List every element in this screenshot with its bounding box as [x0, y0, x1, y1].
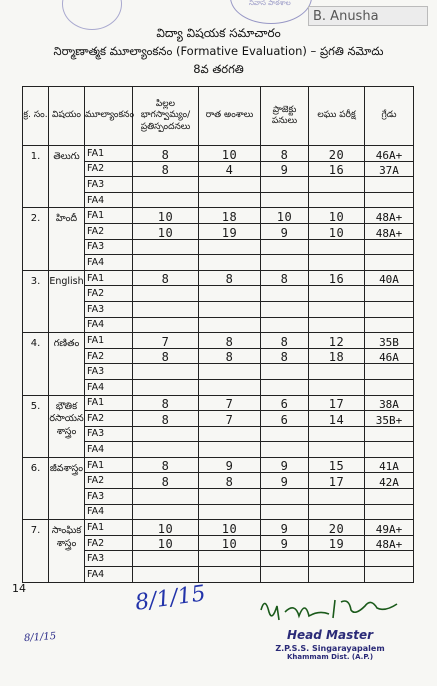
headmaster-stamp — [240, 628, 420, 661]
participation-score: 10 — [133, 520, 199, 536]
project-score: 8 — [261, 348, 309, 364]
col-header-grade: గ్రేడు — [365, 87, 414, 146]
project-score — [261, 504, 309, 520]
project-score: 8 — [261, 333, 309, 349]
written-score — [199, 426, 261, 442]
grade-value: 48A+ — [365, 208, 414, 224]
written-score — [199, 379, 261, 395]
test-score — [309, 286, 365, 302]
participation-score — [133, 255, 199, 271]
evaluation-label: FA2 — [85, 286, 133, 302]
stamp-text: నివాస పాఠశాల — [249, 0, 291, 7]
test-score — [309, 317, 365, 333]
project-score — [261, 426, 309, 442]
participation-score: 8 — [133, 146, 199, 162]
page-number: 14 — [12, 582, 26, 595]
participation-score — [133, 286, 199, 302]
project-score — [261, 317, 309, 333]
evaluation-label: FA1 — [85, 146, 133, 162]
project-score: 9 — [261, 535, 309, 551]
subject-name: English — [49, 270, 85, 332]
grade-value — [365, 489, 414, 505]
grade-value — [365, 551, 414, 567]
test-score: 20 — [309, 520, 365, 536]
project-score — [261, 442, 309, 458]
grade-value: 37A — [365, 161, 414, 177]
test-score: 10 — [309, 223, 365, 239]
evaluation-label: FA3 — [85, 177, 133, 193]
evaluation-label: FA1 — [85, 208, 133, 224]
participation-score — [133, 379, 199, 395]
test-score — [309, 239, 365, 255]
written-score: 4 — [199, 161, 261, 177]
evaluation-label: FA3 — [85, 239, 133, 255]
project-score — [261, 239, 309, 255]
evaluation-label: FA2 — [85, 473, 133, 489]
stamp-title: Head Master — [286, 628, 374, 642]
participation-score: 8 — [133, 161, 199, 177]
participation-score — [133, 301, 199, 317]
test-score — [309, 551, 365, 567]
participation-score: 10 — [133, 535, 199, 551]
test-score — [309, 301, 365, 317]
participation-score — [133, 567, 199, 583]
participation-score — [133, 364, 199, 380]
grade-value — [365, 567, 414, 583]
evaluation-table — [22, 86, 414, 583]
evaluation-label: FA3 — [85, 551, 133, 567]
evaluation-label: FA2 — [85, 223, 133, 239]
table-row — [23, 270, 414, 286]
grade-value: 46A+ — [365, 146, 414, 162]
project-score — [261, 255, 309, 271]
project-score: 10 — [261, 208, 309, 224]
evaluation-label: FA2 — [85, 348, 133, 364]
grade-value: 41A — [365, 457, 414, 473]
serial-number: 4. — [23, 333, 49, 395]
test-score — [309, 177, 365, 193]
test-score: 17 — [309, 473, 365, 489]
subject-name: భౌతిక రసాయన శాస్త్రం — [49, 395, 85, 457]
test-score: 16 — [309, 270, 365, 286]
evaluation-label: FA4 — [85, 317, 133, 333]
grade-value: 35B — [365, 333, 414, 349]
table-row — [23, 520, 414, 536]
project-score — [261, 379, 309, 395]
table-header-row — [23, 87, 414, 146]
serial-number: 3. — [23, 270, 49, 332]
serial-number: 2. — [23, 208, 49, 270]
grade-value: 46A — [365, 348, 414, 364]
written-score — [199, 442, 261, 458]
participation-score — [133, 177, 199, 193]
col-header-sno: క్ర. సం. — [23, 87, 49, 146]
grade-value — [365, 504, 414, 520]
teacher-date-note: 8/1/15 — [23, 630, 57, 645]
written-score: 8 — [199, 333, 261, 349]
subject-name: గణితం — [49, 333, 85, 395]
evaluation-label: FA3 — [85, 364, 133, 380]
written-score: 7 — [199, 411, 261, 427]
participation-score: 8 — [133, 457, 199, 473]
written-score — [199, 567, 261, 583]
subject-name: తెలుగు — [49, 146, 85, 208]
evaluation-label: FA4 — [85, 442, 133, 458]
test-score — [309, 379, 365, 395]
test-score — [309, 567, 365, 583]
grade-value: 48A+ — [365, 535, 414, 551]
written-score: 10 — [199, 535, 261, 551]
evaluation-label: FA1 — [85, 270, 133, 286]
table-row — [23, 208, 414, 224]
participation-score — [133, 442, 199, 458]
participation-score: 8 — [133, 270, 199, 286]
evaluation-label: FA1 — [85, 457, 133, 473]
project-score — [261, 177, 309, 193]
project-score: 8 — [261, 146, 309, 162]
participation-score — [133, 551, 199, 567]
serial-number: 1. — [23, 146, 49, 208]
written-score — [199, 177, 261, 193]
project-score: 9 — [261, 223, 309, 239]
col-header-participation: పిల్లల భాగస్వామ్యం/ ప్రతిస్పందనలు — [133, 87, 199, 146]
test-score — [309, 364, 365, 380]
project-score — [261, 192, 309, 208]
written-score — [199, 286, 261, 302]
evaluation-label: FA4 — [85, 192, 133, 208]
grade-value: 49A+ — [365, 520, 414, 536]
grade-value — [365, 286, 414, 302]
grade-value — [365, 255, 414, 271]
grade-value: 38A — [365, 395, 414, 411]
serial-number: 7. — [23, 520, 49, 582]
project-score: 9 — [261, 161, 309, 177]
grade-value: 42A — [365, 473, 414, 489]
serial-number: 6. — [23, 457, 49, 519]
student-name-tag: B. Anusha — [308, 6, 428, 26]
project-score — [261, 301, 309, 317]
written-score: 9 — [199, 457, 261, 473]
evaluation-label: FA3 — [85, 426, 133, 442]
written-score — [199, 551, 261, 567]
grade-value — [365, 301, 414, 317]
evaluation-label: FA3 — [85, 301, 133, 317]
participation-score: 10 — [133, 208, 199, 224]
written-score — [199, 364, 261, 380]
written-score: 10 — [199, 520, 261, 536]
page-subtitle: నిర్మాణాత్మక మూల్యాంకనం (Formative Evaluation) – ప్రగతి నమోదు — [53, 44, 384, 58]
written-score: 19 — [199, 223, 261, 239]
grade-value: 40A — [365, 270, 414, 286]
project-score: 6 — [261, 411, 309, 427]
written-score: 8 — [199, 270, 261, 286]
col-header-test: లఘు పరీక్ష — [309, 87, 365, 146]
written-score: 10 — [199, 146, 261, 162]
table-row — [23, 457, 414, 473]
stamp-district: Khammam Dist. (A.P.) — [286, 653, 374, 661]
test-score: 10 — [309, 208, 365, 224]
project-score: 9 — [261, 457, 309, 473]
class-label: 8వ తరగతి — [193, 62, 244, 76]
project-score — [261, 286, 309, 302]
participation-score — [133, 317, 199, 333]
subject-name: హిందీ — [49, 208, 85, 270]
test-score: 19 — [309, 535, 365, 551]
test-score — [309, 489, 365, 505]
col-header-project: ప్రాజెక్టు పనులు — [261, 87, 309, 146]
project-score: 8 — [261, 270, 309, 286]
written-score — [199, 301, 261, 317]
evaluation-label: FA4 — [85, 255, 133, 271]
evaluation-label: FA4 — [85, 379, 133, 395]
table-row — [23, 146, 414, 162]
evaluation-label: FA2 — [85, 535, 133, 551]
written-score: 18 — [199, 208, 261, 224]
school-stamp-impression — [230, 0, 312, 24]
written-score: 8 — [199, 473, 261, 489]
participation-score — [133, 239, 199, 255]
table-row — [23, 333, 414, 349]
evaluation-label: FA2 — [85, 411, 133, 427]
test-score: 12 — [309, 333, 365, 349]
test-score — [309, 192, 365, 208]
participation-score: 8 — [133, 473, 199, 489]
written-score — [199, 192, 261, 208]
grade-value — [365, 426, 414, 442]
grade-value — [365, 379, 414, 395]
written-score: 8 — [199, 348, 261, 364]
test-score: 16 — [309, 161, 365, 177]
project-score: 6 — [261, 395, 309, 411]
col-header-subject: విషయం — [49, 87, 85, 146]
grade-value — [365, 177, 414, 193]
grade-value: 48A+ — [365, 223, 414, 239]
evaluation-label: FA1 — [85, 520, 133, 536]
project-score — [261, 489, 309, 505]
project-score — [261, 567, 309, 583]
participation-score: 8 — [133, 411, 199, 427]
test-score — [309, 504, 365, 520]
grade-value — [365, 317, 414, 333]
test-score: 20 — [309, 146, 365, 162]
evaluation-label: FA3 — [85, 489, 133, 505]
written-score — [199, 239, 261, 255]
grade-value — [365, 364, 414, 380]
evaluation-label: FA4 — [85, 504, 133, 520]
participation-score: 10 — [133, 223, 199, 239]
project-score — [261, 364, 309, 380]
evaluation-label: FA1 — [85, 333, 133, 349]
subject-name: జీవశాస్త్రం — [49, 457, 85, 519]
written-score — [199, 504, 261, 520]
written-score — [199, 255, 261, 271]
test-score — [309, 442, 365, 458]
test-score — [309, 255, 365, 271]
evaluation-label: FA1 — [85, 395, 133, 411]
evaluation-label: FA4 — [85, 567, 133, 583]
grade-value — [365, 442, 414, 458]
test-score: 14 — [309, 411, 365, 427]
written-score — [199, 317, 261, 333]
written-score: 7 — [199, 395, 261, 411]
participation-score — [133, 426, 199, 442]
participation-score — [133, 504, 199, 520]
grade-value: 35B+ — [365, 411, 414, 427]
test-score — [309, 426, 365, 442]
serial-number: 5. — [23, 395, 49, 457]
participation-score: 8 — [133, 348, 199, 364]
page-title: విద్యా విషయక సమాచారం — [156, 26, 281, 40]
test-score: 17 — [309, 395, 365, 411]
signature-date: 8/1/15 — [133, 581, 208, 616]
participation-score — [133, 192, 199, 208]
participation-score: 8 — [133, 395, 199, 411]
col-header-written: రాత అంశాలు — [199, 87, 261, 146]
test-score: 18 — [309, 348, 365, 364]
test-score: 15 — [309, 457, 365, 473]
evaluation-label: FA2 — [85, 161, 133, 177]
col-header-evaluation: మూల్యాంకనం — [85, 87, 133, 146]
project-score: 9 — [261, 520, 309, 536]
stamp-school: Z.P.S.S. Singarayapalem — [275, 644, 385, 653]
table-row — [23, 395, 414, 411]
project-score — [261, 551, 309, 567]
written-score — [199, 489, 261, 505]
participation-score — [133, 489, 199, 505]
grade-value — [365, 239, 414, 255]
participation-score: 7 — [133, 333, 199, 349]
subject-name: సాంఘిక శాస్త్రం — [49, 520, 85, 582]
grade-value — [365, 192, 414, 208]
project-score: 9 — [261, 473, 309, 489]
